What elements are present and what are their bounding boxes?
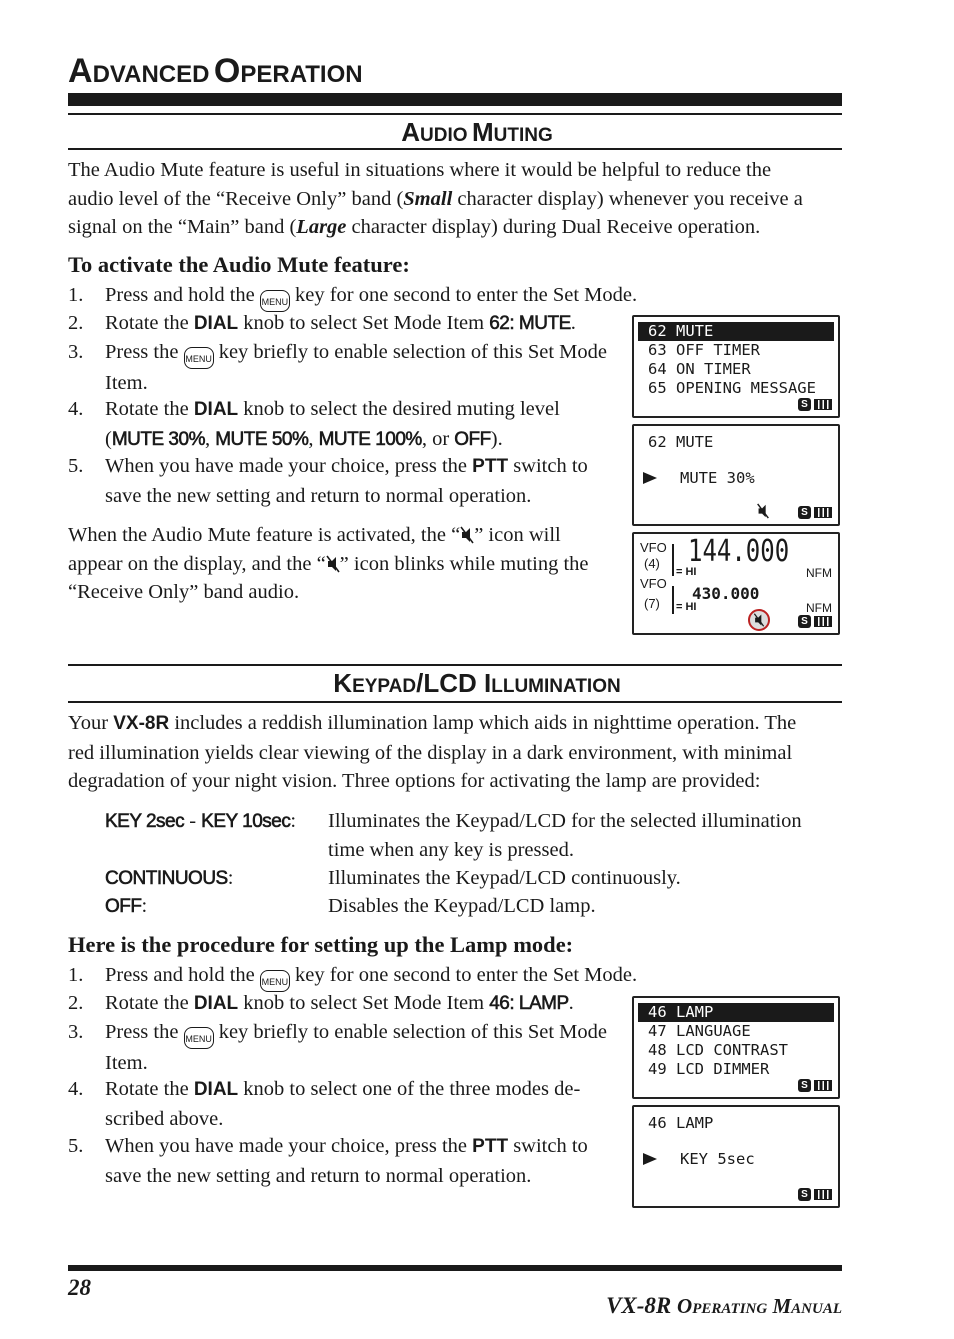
step-number: 1. xyxy=(68,964,84,986)
arrow-right-icon xyxy=(642,471,658,485)
text-run: signal on the “Main” band ( xyxy=(68,216,297,238)
step-text xyxy=(105,1132,588,1190)
title-part: DVANCED xyxy=(92,61,210,88)
text-run: knob to select Set Mode Item xyxy=(238,992,490,1014)
bar-separator xyxy=(672,586,674,614)
mode-label: NFM xyxy=(806,566,832,580)
text-run: Rotate the xyxy=(105,1078,194,1100)
step-number: 2. xyxy=(68,992,84,1014)
option-key-sec-term xyxy=(105,807,296,837)
subheading-activate: To activate the Audio Mute feature: xyxy=(68,252,410,277)
status-icons xyxy=(798,1188,832,1201)
lcd-display-mute-menu xyxy=(632,315,840,418)
s-icon: S xyxy=(798,1079,811,1092)
text-run: key briefly to enable selection of this Set Mode xyxy=(213,1021,607,1043)
s-icon: S xyxy=(798,615,811,628)
text-line: time when any key is pressed. xyxy=(328,838,574,861)
lcd-keyword: KEY 10sec xyxy=(201,811,291,832)
lcd-keyword: OFF xyxy=(105,896,142,917)
text-line: red illumination yields clear viewing of the display in a dark environment, with minimal xyxy=(68,741,793,764)
option-key-sec-desc xyxy=(328,807,842,864)
battery-icon xyxy=(814,616,832,627)
heading-part: UDIO xyxy=(420,125,468,146)
lcd-keyword: 62: MUTE xyxy=(489,313,571,334)
keyword: DIAL xyxy=(193,313,239,334)
step-number: 5. xyxy=(68,455,84,477)
footer-part: M xyxy=(767,1294,792,1318)
mute-icon-note xyxy=(68,521,616,607)
option-off-term xyxy=(105,892,147,922)
lcd-display-lamp-menu xyxy=(632,996,840,1099)
footer-part: PERATING xyxy=(692,1301,768,1317)
lcd-display-mute-setting xyxy=(632,424,840,526)
text-run: Press the xyxy=(105,1021,184,1043)
status-icons xyxy=(798,398,832,411)
lcd-line-selected: 46 LAMP xyxy=(638,1003,834,1022)
keyword: PTT xyxy=(472,456,509,477)
text-run: : xyxy=(227,867,234,889)
section-rule-top xyxy=(68,113,842,115)
step-number: 1. xyxy=(68,284,84,306)
text-run: appear on the display, and the “ xyxy=(68,552,326,575)
text-run: When you have made your choice, press the xyxy=(105,1135,473,1157)
step-text xyxy=(105,1018,607,1078)
power-level: HI xyxy=(685,566,697,578)
text-run: audio level of the “Receive Only” band ( xyxy=(68,187,404,210)
lcd-line: KEY 5sec xyxy=(680,1150,755,1168)
text-run: , xyxy=(308,427,319,450)
text-run: : xyxy=(141,895,148,917)
text-run: Item. xyxy=(105,372,148,394)
heading-part: M xyxy=(471,117,494,147)
menu-key-icon: MENU xyxy=(260,290,290,312)
text-run: ( xyxy=(105,427,112,450)
lcd-display-lamp-setting xyxy=(632,1105,840,1208)
step-number: 3. xyxy=(68,341,84,363)
intro-paragraph xyxy=(68,156,842,242)
bar-separator xyxy=(672,544,674,576)
power-label: = HI xyxy=(676,566,697,578)
step-text xyxy=(105,395,560,454)
step-text xyxy=(105,989,574,1019)
step-number: 4. xyxy=(68,1078,84,1100)
manual-title xyxy=(598,1275,842,1319)
vfo-label: VFO xyxy=(640,576,667,591)
lcd-display-vfo xyxy=(632,532,840,635)
lcd-line: 62 MUTE xyxy=(648,433,714,451)
footer-part: VX-8R xyxy=(606,1293,678,1318)
lcd-keyword: CONTINUOUS xyxy=(105,868,228,889)
status-icons xyxy=(798,506,832,519)
text-run: When the Audio Mute feature is activated, the “ xyxy=(68,524,461,546)
menu-key-icon: MENU xyxy=(260,970,290,992)
text-run: - xyxy=(184,810,202,832)
step-text xyxy=(105,452,588,510)
heading-part: I xyxy=(484,668,492,698)
text-run: : xyxy=(290,810,297,832)
channel-label: (7) xyxy=(644,596,660,611)
section-rule-bottom xyxy=(68,701,842,703)
text-run: Small xyxy=(403,187,453,210)
keyword: VX-8R xyxy=(113,713,170,734)
text-run: Your xyxy=(68,712,114,734)
keyword: PTT xyxy=(472,1136,509,1157)
heading-part: LLUMINATION xyxy=(491,676,621,697)
step-number: 5. xyxy=(68,1135,84,1157)
lcd-line: 48 LCD CONTRAST xyxy=(648,1041,788,1059)
text-run: knob to select Set Mode Item xyxy=(238,312,490,334)
text-run: ). xyxy=(490,427,503,450)
text-run: Press and hold the xyxy=(105,964,260,986)
text-line xyxy=(68,709,842,739)
text-run: Item. xyxy=(105,1052,148,1074)
text-run: ” icon blinks while muting the xyxy=(339,552,589,575)
text-run: , xyxy=(204,427,216,450)
text-run: key for one second to enter the Set Mode. xyxy=(289,284,638,306)
step-number: 2. xyxy=(68,312,84,334)
battery-icon xyxy=(814,399,832,410)
step-number: 3. xyxy=(68,1021,84,1043)
title-part: A xyxy=(68,52,93,90)
title-part: O xyxy=(213,52,241,90)
section-rule-top xyxy=(68,664,842,666)
lcd-line: 65 OPENING MESSAGE xyxy=(648,379,816,397)
footer-rule xyxy=(68,1265,842,1271)
text-run: switch to xyxy=(508,1135,588,1157)
step-text xyxy=(105,281,637,312)
text-run: key briefly to enable selection of this Set Mode xyxy=(213,341,607,363)
text-run: character display) whenever you receive a xyxy=(452,187,803,210)
text-run: knob to select one of the three modes de- xyxy=(238,1078,581,1100)
page-title xyxy=(68,52,363,91)
lcd-line: MUTE 30% xyxy=(680,469,755,487)
text-line xyxy=(68,521,616,550)
mute-icon xyxy=(460,526,474,544)
text-line: “Receive Only” band audio. xyxy=(68,581,300,603)
text-run: includes a reddish illumination lamp which aids in nighttime operation. The xyxy=(169,712,797,734)
heading-part: K xyxy=(333,668,353,698)
text-run: . xyxy=(570,312,576,334)
text-run: save the new setting and return to normal operation. xyxy=(105,1164,532,1187)
power-level: HI xyxy=(685,601,697,613)
text-run: Large xyxy=(296,216,347,238)
lcd-line: 46 LAMP xyxy=(648,1114,714,1132)
main-frequency: 144.000 xyxy=(688,534,790,569)
text-run: Press the xyxy=(105,341,184,363)
battery-icon xyxy=(814,1189,832,1200)
lcd-line: 49 LCD DIMMER xyxy=(648,1060,770,1078)
footer-part: O xyxy=(677,1294,693,1318)
text-run: knob to select the desired muting level xyxy=(238,398,560,420)
title-part: PERATION xyxy=(240,61,363,88)
text-run: save the new setting and return to normal operation. xyxy=(105,484,532,507)
lcd-keyword: OFF xyxy=(454,428,491,450)
heading-part: EYPAD xyxy=(352,676,417,697)
battery-icon xyxy=(814,507,832,518)
title-rule xyxy=(68,93,842,106)
illumination-intro xyxy=(68,709,842,796)
text-run: Rotate the xyxy=(105,992,194,1014)
mute-icon xyxy=(756,503,770,519)
option-off-desc: Disables the Keypad/LCD lamp. xyxy=(328,895,596,917)
s-icon: S xyxy=(798,506,811,519)
keyword: DIAL xyxy=(193,1079,239,1100)
step-text xyxy=(105,1075,580,1133)
text-run: ” icon will xyxy=(474,524,561,546)
lcd-line: 47 LANGUAGE xyxy=(648,1022,751,1040)
text-run: Rotate the xyxy=(105,398,194,420)
keyword: DIAL xyxy=(193,993,239,1014)
s-icon: S xyxy=(798,1188,811,1201)
status-icons xyxy=(798,1079,832,1092)
text-run: scribed above. xyxy=(105,1107,224,1130)
text-line: The Audio Mute feature is useful in situations where it would be helpful to reduce the xyxy=(68,159,772,181)
vfo-label: VFO xyxy=(640,540,667,555)
lcd-line: 63 OFF TIMER xyxy=(648,341,760,359)
heading-part: /LCD xyxy=(416,668,485,698)
s-icon: S xyxy=(798,398,811,411)
lcd-keyword: MUTE 50% xyxy=(215,428,309,450)
lcd-keyword: MUTE 30% xyxy=(111,428,205,450)
footer-part: ANUAL xyxy=(791,1301,842,1317)
text-line xyxy=(68,213,842,242)
battery-icon xyxy=(814,1080,832,1091)
sub-frequency: 430.000 xyxy=(692,584,760,603)
option-continuous-desc: Illuminates the Keypad/LCD continuously. xyxy=(328,867,681,889)
text-run: Rotate the xyxy=(105,312,194,334)
text-run: key for one second to enter the Set Mode. xyxy=(289,964,638,986)
section-heading-keypad-lcd-illumination xyxy=(0,668,954,699)
keyword: DIAL xyxy=(193,399,239,420)
text-line: Illuminates the Keypad/LCD for the selected illumination xyxy=(328,810,802,832)
text-run: , or xyxy=(421,427,455,450)
text-line xyxy=(68,185,842,214)
mode-label: NFM xyxy=(806,601,832,615)
text-run: When you have made your choice, press the xyxy=(105,455,473,477)
lcd-keyword: 46: LAMP xyxy=(489,993,569,1014)
step-text xyxy=(105,961,637,992)
channel-label: (4) xyxy=(644,556,660,571)
mute-icon-highlight xyxy=(748,609,770,631)
text-run: switch to xyxy=(508,455,588,477)
text-run: Press and hold the xyxy=(105,284,260,306)
arrow-right-icon xyxy=(642,1152,658,1166)
text-run: . xyxy=(568,992,574,1014)
text-line xyxy=(68,550,616,579)
section-rule-bottom xyxy=(68,148,842,150)
heading-part: A xyxy=(401,117,421,147)
lcd-keyword: KEY 2sec xyxy=(105,811,185,832)
option-continuous-term xyxy=(105,864,233,894)
power-label: = HI xyxy=(676,601,697,613)
mute-icon xyxy=(753,613,765,627)
lcd-keyword: MUTE 100% xyxy=(318,428,422,450)
text-run: character display) during Dual Receive operation. xyxy=(346,216,761,238)
mute-icon xyxy=(326,555,340,573)
step-text xyxy=(105,309,576,339)
status-icons xyxy=(798,615,832,628)
heading-part: UTING xyxy=(493,125,553,146)
menu-key-icon: MENU xyxy=(184,347,214,369)
text-line: degradation of your night vision. Three options for activating the lamp are provided: xyxy=(68,770,761,792)
lcd-line-selected: 62 MUTE xyxy=(638,322,834,341)
page-number: 28 xyxy=(68,1275,91,1300)
lcd-line: 64 ON TIMER xyxy=(648,360,751,378)
menu-key-icon: MENU xyxy=(184,1027,214,1049)
section-heading-audio-muting xyxy=(0,117,954,148)
step-text xyxy=(105,338,607,398)
subheading-lamp-procedure: Here is the procedure for setting up the Lamp mode: xyxy=(68,932,574,957)
step-number: 4. xyxy=(68,398,84,420)
